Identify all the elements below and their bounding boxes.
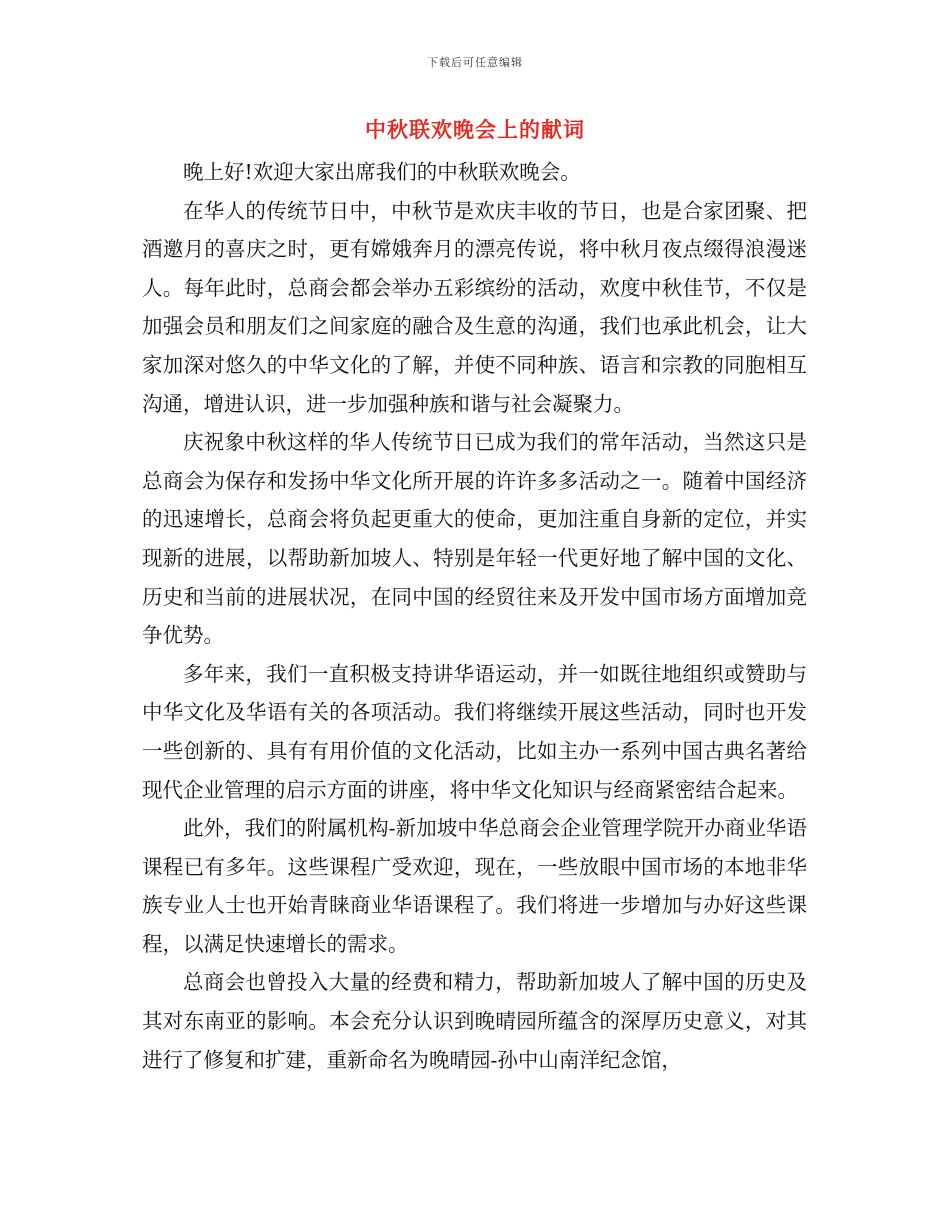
paragraph-history-memorial: 总商会也曾投入大量的经费和精力，帮助新加坡人了解中国的历史及其对东南亚的影响。本会充分认识到晚晴园所蕴含的深厚历史意义，对其进行了修复和扩建，重新命名为晚晴园-孙中山南洋纪念馆， xyxy=(142,970,807,1072)
document-body xyxy=(142,153,807,1079)
paragraph-business-chinese: 此外，我们的附属机构-新加坡中华总商会企业管理学院开办商业华语课程已有多年。这些课程广受欢迎，现在，一些放眼中国市场的本地非华族专业人士也开始青睐商业华语课程了。我们将进一步增加与办好这些课程，以满足快速增长的需求。 xyxy=(142,816,807,956)
paragraph-greeting: 晚上好!欢迎大家出席我们的中秋联欢晚会。 xyxy=(183,160,581,184)
paragraph-mandarin-campaign: 多年来，我们一直积极支持讲华语运动，并一如既往地组织或赞助与中华文化及华语有关的各项活动。我们将继续开展这些活动，同时也开发一些创新的、具有有用价值的文化活动，比如主办一系列中国古典名著给现代企业管理的启示方面的讲座，将中华文化知识与经商紧密结合起来。 xyxy=(142,661,807,802)
document-title: 中秋联欢晚会上的献词 xyxy=(365,118,585,142)
paragraph-annual-activities: 庆祝象中秋这样的华人传统节日已成为我们的常年活动，当然这只是总商会为保存和发扬中华文化所开展的许许多多活动之一。随着中国经济的迅速增长，总商会将负起更重大的使命，更加注重自身新的定位，并实现新的进展，以帮助新加坡人、特别是年轻一代更好地了解中国的文化、历史和当前的进展状况，在同中国的经贸往来及开发中国市场方面增加竞争优势。 xyxy=(142,430,807,648)
paragraph-mid-autumn-tradition: 在华人的传统节日中，中秋节是欢庆丰收的节日，也是合家团聚、把酒邀月的喜庆之时，更有嫦娥奔月的漂亮传说，将中秋月夜点缀得浪漫迷人。每年此时，总商会都会举办五彩缤纷的活动，欢度中秋佳节，不仅是加强会员和朋友们之间家庭的融合及生意的沟通，我们也承此机会，让大家加深对悠久的中华文化的了解，并使不同种族、语言和宗教的同胞相互沟通，增进认识，进一步加强种族和谐与社会凝聚力。 xyxy=(142,198,807,416)
header-note: 下载后可任意编辑 xyxy=(427,56,523,69)
